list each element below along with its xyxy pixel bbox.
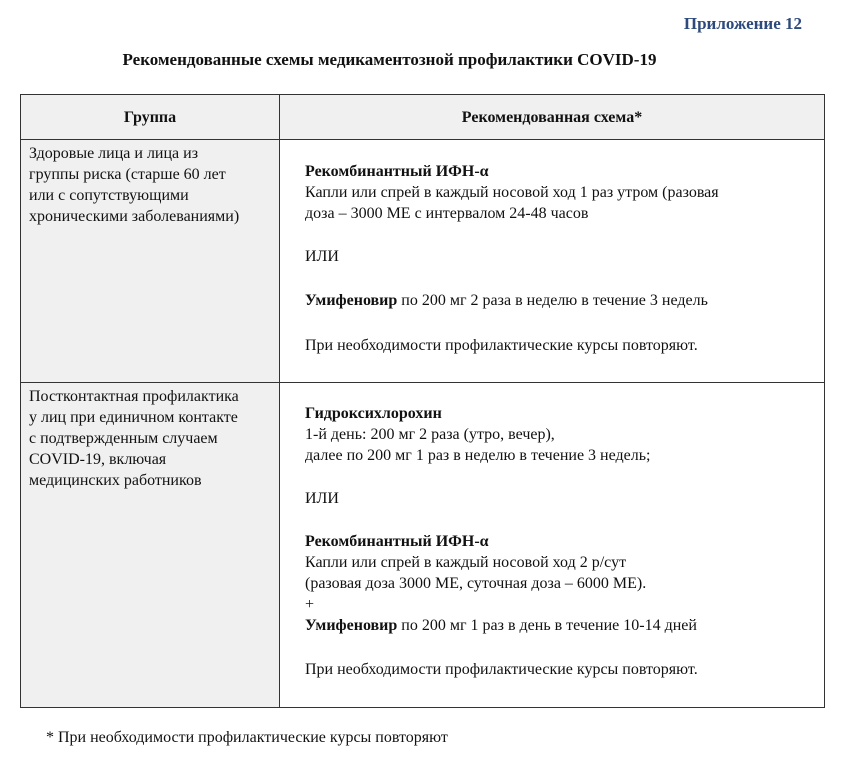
drug-block — [305, 140, 816, 224]
drug-block — [305, 290, 816, 311]
group-line: хроническими заболеваниями) — [29, 208, 240, 225]
drug-line — [305, 615, 816, 636]
drug-instruction: Капли или спрей в каждый носовой ход 2 р/сут — [305, 554, 627, 571]
table-header-row — [21, 95, 825, 140]
table-row — [21, 383, 825, 708]
repeat-note: При необходимости профилактические курсы повторяют. — [305, 337, 698, 354]
or-separator: ИЛИ — [305, 248, 339, 265]
drug-name: Умифеновир — [305, 617, 398, 634]
drug-name: Рекомбинантный ИФН-α — [305, 163, 489, 180]
drug-instruction: по 200 мг 2 раза в неделю в течение 3 недель — [397, 292, 708, 309]
document-title: Рекомендованные схемы медикаментозной профилактики COVID-19 — [122, 50, 657, 69]
group-line: медицинских работников — [29, 472, 202, 489]
drug-instruction: (разовая доза 3000 МЕ, суточная доза – 6000 МЕ). — [305, 575, 647, 592]
drug-name: Рекомбинантный ИФН-α — [305, 533, 489, 550]
group-line: группы риска (старше 60 лет — [29, 166, 226, 183]
group-line: Постконтактная профилактика — [29, 388, 239, 405]
or-separator: ИЛИ — [305, 490, 339, 507]
group-line: Здоровые лица и лица из — [29, 145, 199, 162]
drug-block — [305, 383, 816, 466]
prophylaxis-table — [20, 94, 825, 708]
group-line: с подтвержденным случаем — [29, 430, 218, 447]
table-row — [21, 140, 825, 383]
drug-instruction: 1-й день: 200 мг 2 раза (утро, вечер), — [305, 426, 555, 443]
scheme-cell — [280, 383, 825, 708]
drug-instruction: далее по 200 мг 1 раз в неделю в течение 3 недель; — [305, 447, 651, 464]
group-cell — [21, 140, 280, 383]
drug-instruction: Капли или спрей в каждый носовой ход 1 раз утром (разовая — [305, 184, 719, 201]
group-line: у лиц при единичном контакте — [29, 409, 238, 426]
drug-instruction: доза – 3000 МЕ с интервалом 24-48 часов — [305, 205, 589, 222]
drug-name: Умифеновир — [305, 292, 398, 309]
header-group: Группа — [21, 95, 280, 140]
drug-block — [305, 531, 816, 636]
scheme-cell — [280, 140, 825, 383]
footnote: * При необходимости профилактические курсы повторяют — [46, 729, 448, 746]
plus-sign: + — [305, 596, 315, 613]
group-line: COVID-19, включая — [29, 451, 167, 468]
appendix-label: Приложение 12 — [683, 14, 802, 33]
repeat-note: При необходимости профилактические курсы повторяют. — [305, 661, 698, 678]
header-scheme: Рекомендованная схема* — [280, 95, 825, 140]
group-line: или с сопутствующими — [29, 187, 189, 204]
drug-instruction: по 200 мг 1 раз в день в течение 10-14 дней — [397, 617, 697, 634]
drug-name: Гидроксихлорохин — [305, 405, 442, 422]
group-cell — [21, 383, 280, 708]
